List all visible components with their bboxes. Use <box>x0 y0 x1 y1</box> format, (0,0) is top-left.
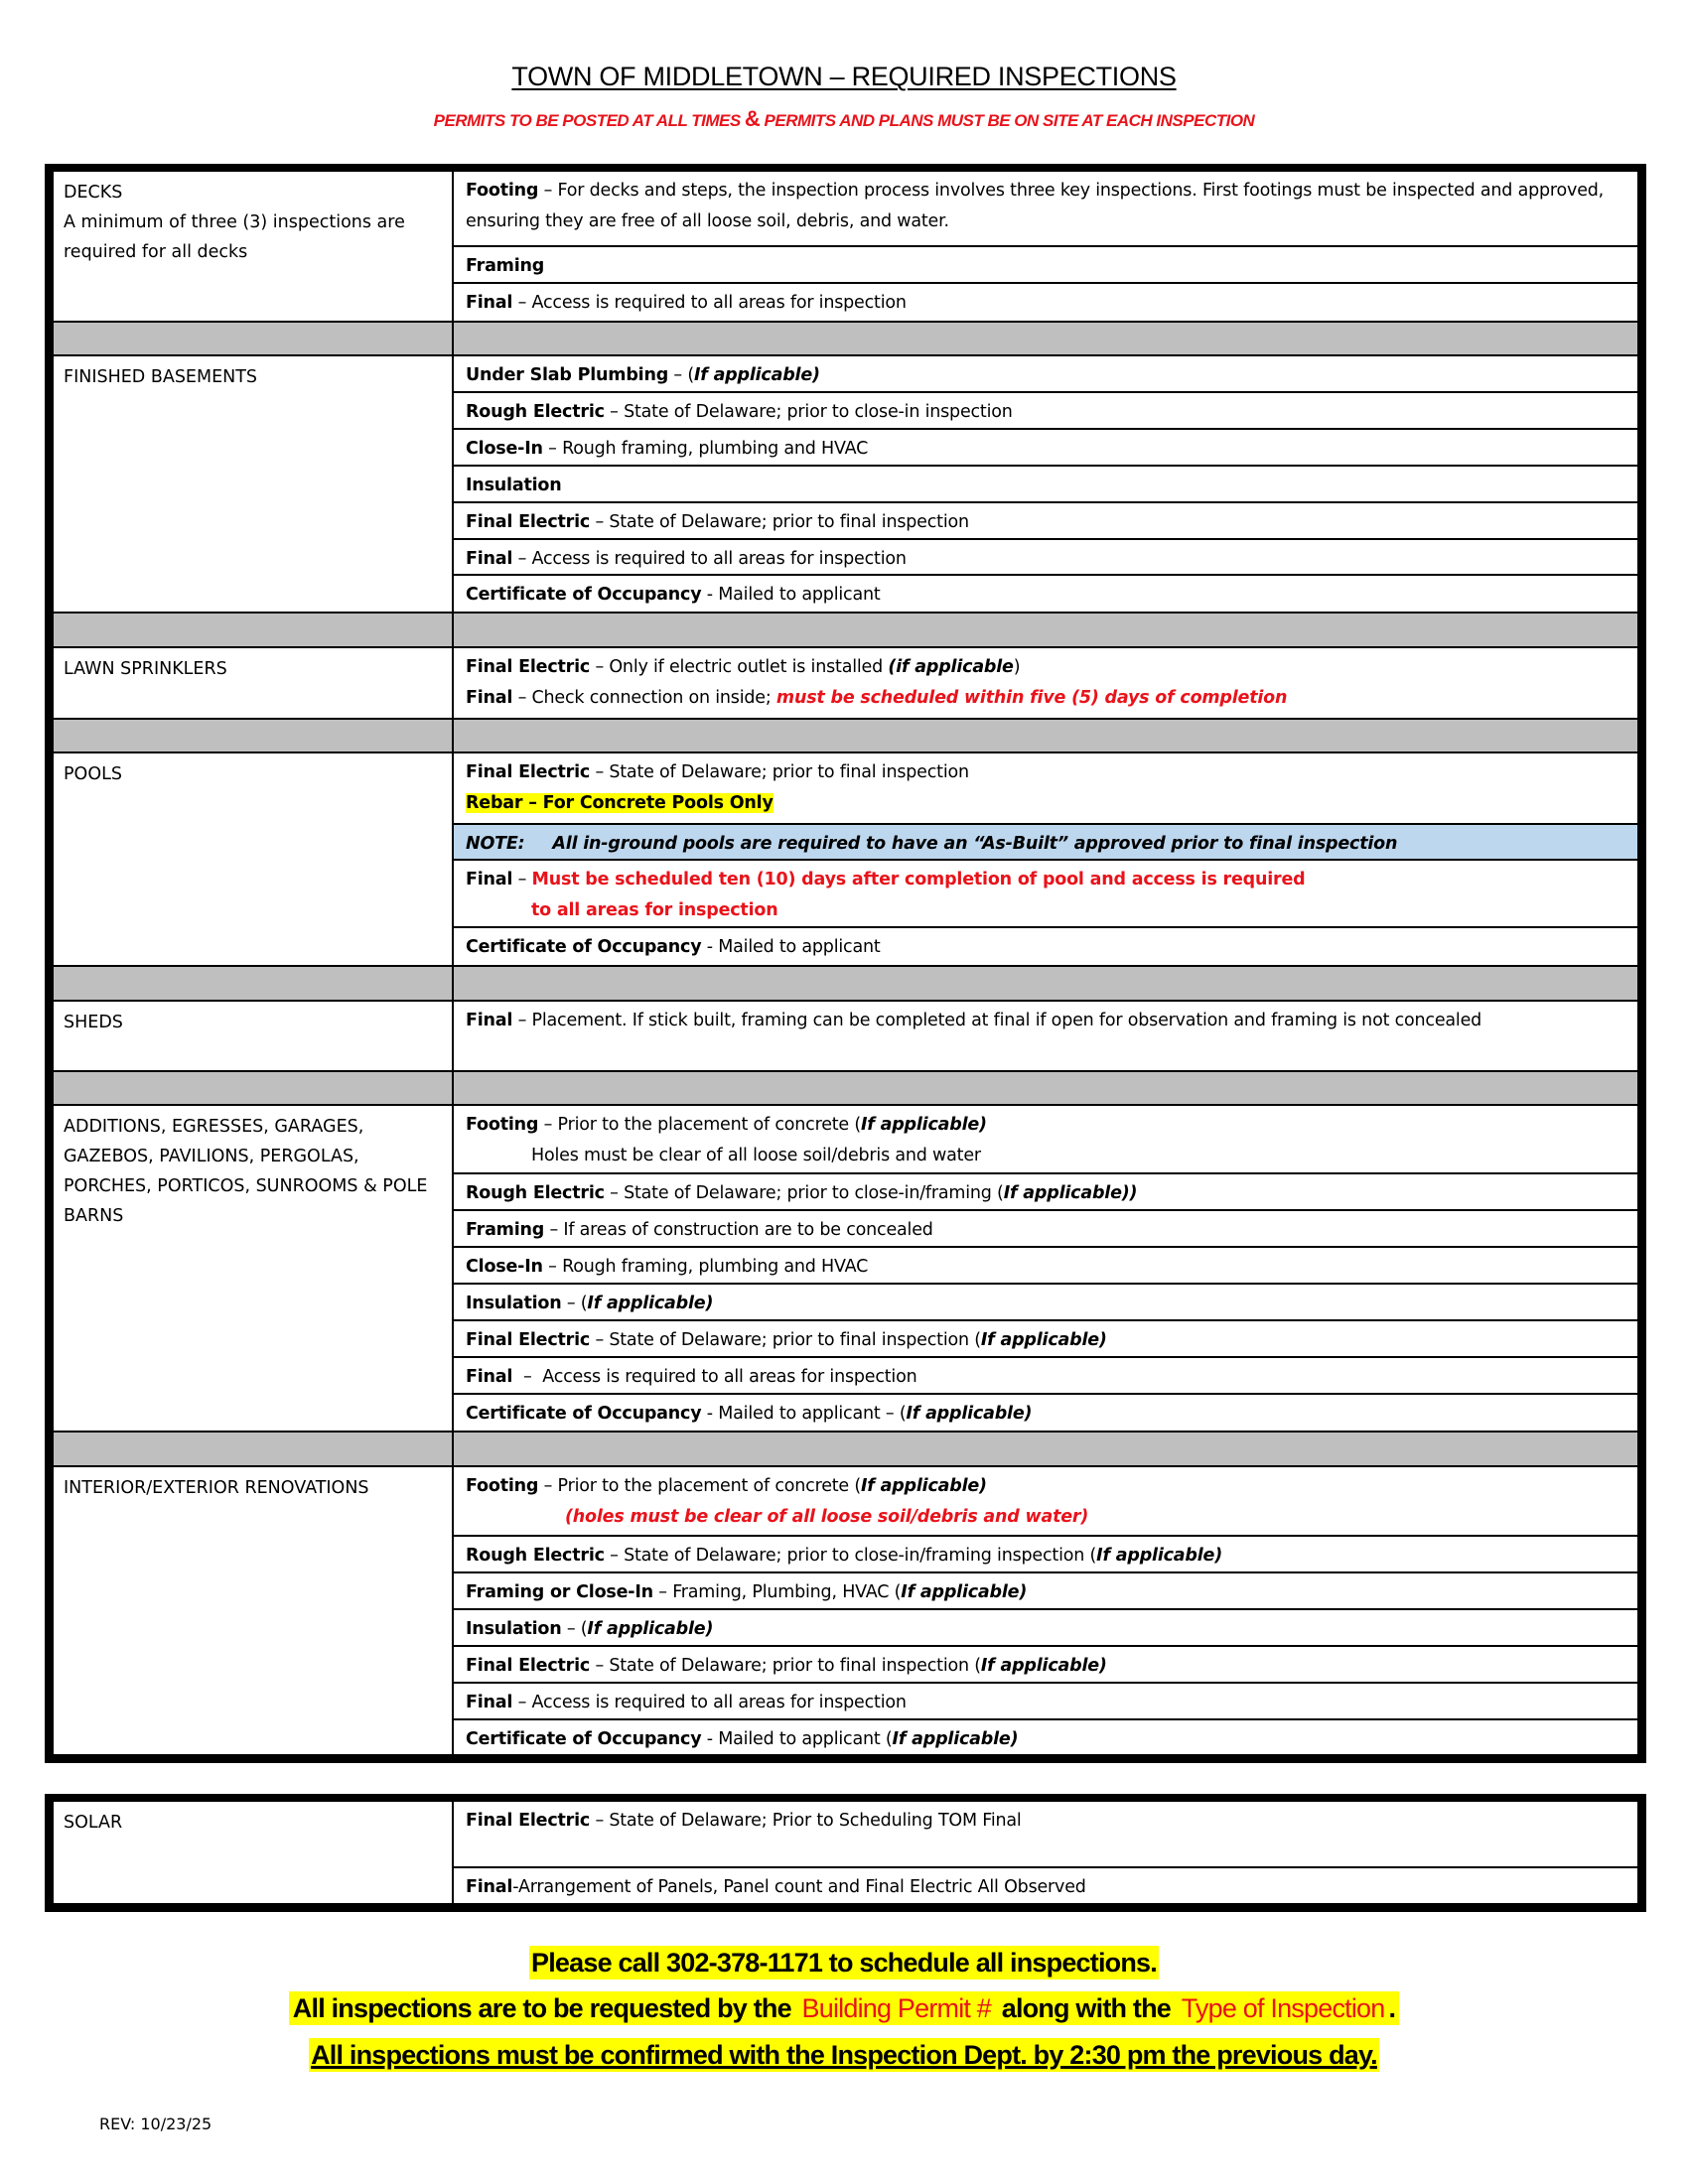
inspection-label: Final <box>466 1877 513 1897</box>
inspection-row <box>454 247 1637 284</box>
inspection-desc: – State of Delaware; prior to close-in/framing ( <box>604 1183 1004 1203</box>
inspection-desc: – Prior to the placement of concrete ( <box>538 1476 861 1496</box>
type-of-inspection-label: Type of Inspection <box>1181 1993 1385 2023</box>
inspection-label: Insulation <box>466 1294 562 1313</box>
inspection-note: If applicable) <box>860 1476 987 1496</box>
inspection-label: Footing <box>466 181 539 201</box>
section-heading: POOLS <box>64 764 122 784</box>
inspection-note: If applicable) <box>906 1404 1033 1424</box>
inspection-row <box>454 284 1637 321</box>
section-heading: SHEDS <box>64 1013 123 1032</box>
inspection-desc: – State of Delaware; prior to close-in/framing inspection ( <box>604 1546 1097 1566</box>
subtitle-amp: & <box>744 106 761 131</box>
section-label <box>54 1467 454 1757</box>
inspection-row <box>454 648 1637 718</box>
inspection-label: Final <box>466 549 513 569</box>
inspection-label: Footing <box>466 1115 539 1135</box>
inspection-row <box>454 1537 1637 1573</box>
section-decks <box>54 172 1637 321</box>
inspections-table <box>45 164 1646 1763</box>
inspection-desc: – <box>512 870 532 889</box>
inspection-row <box>454 1321 1637 1358</box>
section-additions <box>54 1106 1637 1431</box>
section-rows <box>454 1802 1637 1903</box>
inspection-warning: Must be scheduled ten (10) days after completion of pool and access is required <box>531 870 1306 889</box>
inspection-row <box>454 861 1637 928</box>
section-heading: INTERIOR/EXTERIOR RENOVATIONS <box>64 1478 369 1498</box>
inspection-note: If applicable) <box>892 1729 1019 1749</box>
inspection-label: Final Electric <box>466 762 591 782</box>
inspection-desc: – Access is required to all areas for inspection <box>512 1367 917 1387</box>
inspection-desc: – Access is required to all areas for inspection <box>512 293 907 313</box>
inspection-desc: – Access is required to all areas for inspection <box>512 1693 907 1712</box>
section-lawn-sprinklers <box>54 648 1637 718</box>
section-rows <box>454 1467 1637 1757</box>
inspection-desc: – If areas of construction are to be concealed <box>544 1220 933 1240</box>
section-label <box>54 1802 454 1903</box>
section-heading: SOLAR <box>64 1813 123 1833</box>
inspection-label: Certificate of Occupancy <box>466 937 702 957</box>
inspection-label: Final <box>466 870 513 889</box>
inspection-desc: – ( <box>561 1294 588 1313</box>
inspection-desc: – Prior to the placement of concrete ( <box>538 1115 861 1135</box>
inspection-warning: (holes must be clear of all loose soil/debris and water) <box>565 1507 1089 1527</box>
inspection-desc: – Rough framing, plumbing and HVAC <box>542 1257 869 1277</box>
page-subtitle <box>0 106 1688 132</box>
page-title-text: TOWN OF MIDDLETOWN – REQUIRED INSPECTIONS <box>511 62 1177 91</box>
inspection-desc: – Access is required to all areas for inspection <box>512 549 907 569</box>
section-separator <box>54 718 1637 753</box>
inspection-label: Framing or Close-In <box>466 1582 653 1602</box>
inspection-row <box>454 1684 1637 1720</box>
inspection-desc: – Placement. If stick built, framing can be completed at final if open for observation and framing is not concealed <box>512 1011 1482 1030</box>
inspection-note: If applicable) <box>587 1619 714 1639</box>
inspection-label: Final <box>466 1693 513 1712</box>
section-rows <box>454 356 1637 612</box>
inspection-desc: - Mailed to applicant – ( <box>701 1404 907 1424</box>
section-label <box>54 172 454 321</box>
section-separator <box>54 321 1637 356</box>
section-separator <box>54 612 1637 648</box>
pool-note-row <box>454 825 1637 861</box>
inspection-row <box>454 1868 1637 1903</box>
inspection-row <box>454 928 1637 965</box>
inspection-row <box>454 576 1637 612</box>
note-label: NOTE: <box>466 834 525 854</box>
inspection-row <box>454 1720 1637 1757</box>
inspection-label: Final Electric <box>466 512 591 532</box>
inspection-note: If applicable) <box>693 365 820 385</box>
confirm-instructions: All inspections must be confirmed with the Inspection Dept. by 2:30 pm the previous day. <box>311 2040 1377 2070</box>
request-text-a: All inspections are to be requested by the <box>292 1993 798 2023</box>
inspection-desc: - Mailed to applicant <box>701 585 881 605</box>
section-label <box>54 648 454 718</box>
page-title <box>0 62 1688 92</box>
inspection-row <box>454 1610 1637 1647</box>
inspection-row <box>454 1248 1637 1285</box>
inspection-desc: – Framing, Plumbing, HVAC ( <box>652 1582 902 1602</box>
section-subheading: A minimum of three (3) inspections are required for all decks <box>64 212 405 262</box>
inspection-desc-cont: Holes must be clear of all loose soil/debris and water <box>531 1146 981 1165</box>
section-renovations <box>54 1467 1637 1757</box>
inspection-note: If applicable) <box>587 1294 714 1313</box>
inspection-desc: – Rough framing, plumbing and HVAC <box>542 439 869 459</box>
inspection-row <box>454 1002 1637 1070</box>
inspection-row <box>454 356 1637 393</box>
inspection-row <box>454 1106 1637 1174</box>
inspection-note: (if applicable <box>888 657 1014 677</box>
inspection-label: Close-In <box>466 439 543 459</box>
footer-call-line <box>0 1948 1688 1979</box>
inspection-row <box>454 1174 1637 1211</box>
inspection-warning-cont: to all areas for inspection <box>531 900 778 920</box>
inspection-row <box>454 1467 1637 1537</box>
section-heading: ADDITIONS, EGRESSES, GARAGES, GAZEBOS, PAVILIONS, PERGOLAS, PORCHES, PORTICOS, SUNROOMS & POLE BARNS <box>64 1117 428 1226</box>
section-sheds <box>54 1002 1637 1070</box>
inspection-note: If applicable) <box>980 1330 1107 1350</box>
revision-date: REV: 10/23/25 <box>99 2115 212 2133</box>
request-text-b: along with the <box>995 1993 1178 2023</box>
inspection-label: Rough Electric <box>466 402 605 422</box>
inspection-desc: - Mailed to applicant <box>701 937 881 957</box>
inspection-label: Final Electric <box>466 1656 591 1676</box>
footer-request-line <box>0 1993 1688 2024</box>
inspection-desc: – State of Delaware; prior to close-in inspection <box>604 402 1013 422</box>
inspection-row <box>454 1285 1637 1321</box>
subtitle-part1: PERMITS TO BE POSTED AT ALL TIMES <box>433 111 745 130</box>
inspection-row <box>454 172 1637 247</box>
inspection-label: Certificate of Occupancy <box>466 1729 702 1749</box>
inspection-desc: -Arrangement of Panels, Panel count and Final Electric All Observed <box>512 1877 1086 1897</box>
inspection-label: Final <box>466 688 513 708</box>
inspection-note: If applicable) <box>860 1115 987 1135</box>
inspection-desc-end: ) <box>1013 657 1021 677</box>
inspection-row <box>454 503 1637 540</box>
inspection-desc: – Only if electric outlet is installed <box>590 657 889 677</box>
section-label <box>54 753 454 965</box>
inspection-desc: – ( <box>668 365 694 385</box>
inspection-label: Framing <box>466 1220 545 1240</box>
highlighted-inspection: Rebar – For Concrete Pools Only <box>466 793 774 813</box>
inspection-note: If applicable)) <box>1003 1183 1138 1203</box>
inspection-desc: - Mailed to applicant ( <box>701 1729 893 1749</box>
section-heading: LAWN SPRINKLERS <box>64 659 227 679</box>
inspection-desc: – State of Delaware; prior to final inspection <box>590 762 969 782</box>
inspection-label: Final Electric <box>466 657 591 677</box>
inspection-row <box>454 540 1637 576</box>
inspection-label: Final <box>466 1011 513 1030</box>
inspection-label: Close-In <box>466 1257 543 1277</box>
request-text-c: . <box>1388 1993 1396 2023</box>
inspection-note: If applicable) <box>1096 1546 1222 1566</box>
section-solar <box>54 1802 1637 1903</box>
inspection-note: If applicable) <box>901 1582 1028 1602</box>
phone-instructions: Please call 302-378-1171 to schedule all inspections. <box>531 1948 1157 1978</box>
section-label <box>54 356 454 612</box>
section-separator <box>54 1070 1637 1106</box>
inspection-row <box>454 1647 1637 1684</box>
inspection-label: Certificate of Occupancy <box>466 585 702 605</box>
inspection-row <box>454 1802 1637 1868</box>
section-pools <box>54 753 1637 965</box>
section-rows <box>454 172 1637 321</box>
footer-confirm-line <box>0 2040 1688 2071</box>
inspection-label: Final Electric <box>466 1330 591 1350</box>
inspection-label: Under Slab Plumbing <box>466 365 669 385</box>
inspection-label: Certificate of Occupancy <box>466 1404 702 1424</box>
inspection-label: Rough Electric <box>466 1546 605 1566</box>
section-rows <box>454 753 1637 965</box>
inspection-row <box>454 430 1637 467</box>
inspection-label: Final <box>466 293 513 313</box>
inspection-row <box>454 393 1637 430</box>
subtitle-part2: PERMITS AND PLANS MUST BE ON SITE AT EACH INSPECTION <box>760 111 1255 130</box>
inspection-note: If applicable) <box>980 1656 1107 1676</box>
section-heading: FINISHED BASEMENTS <box>64 367 258 387</box>
solar-table <box>45 1794 1646 1912</box>
section-label <box>54 1002 454 1070</box>
section-finished-basements <box>54 356 1637 612</box>
request-instructions <box>289 1991 1399 2025</box>
section-heading: DECKS <box>64 183 123 203</box>
inspection-row <box>454 753 1637 825</box>
inspection-row <box>454 1211 1637 1248</box>
building-permit-label: Building Permit # <box>801 1993 992 2023</box>
note-text: All in-ground pools are required to have an “As-Built” approved prior to final inspection <box>552 834 1398 854</box>
inspection-label: Footing <box>466 1476 539 1496</box>
section-rows <box>454 1002 1637 1070</box>
inspection-desc: – State of Delaware; Prior to Scheduling TOM Final <box>590 1811 1022 1831</box>
section-label <box>54 1106 454 1431</box>
inspection-desc: – State of Delaware; prior to final inspection ( <box>590 1330 981 1350</box>
inspection-label: Framing <box>466 256 545 276</box>
inspection-row <box>454 1395 1637 1431</box>
inspection-label: Insulation <box>466 476 562 495</box>
inspection-desc: – Check connection on inside; <box>512 688 776 708</box>
inspection-desc: – State of Delaware; prior to final inspection <box>590 512 969 532</box>
inspection-row <box>454 1573 1637 1610</box>
inspection-desc: – ( <box>561 1619 588 1639</box>
inspection-label: Final <box>466 1367 513 1387</box>
inspection-label: Rough Electric <box>466 1183 605 1203</box>
section-rows <box>454 648 1637 718</box>
inspection-warning: must be scheduled within five (5) days of completion <box>775 688 1288 708</box>
inspection-desc: – For decks and steps, the inspection process involves three key inspections. First footings must be inspected and approved, ensuring they are free of all loose soil, debris, and water. <box>466 181 1605 231</box>
inspection-row <box>454 467 1637 503</box>
inspection-row <box>454 1358 1637 1395</box>
section-separator <box>54 965 1637 1002</box>
section-rows <box>454 1106 1637 1431</box>
inspection-label: Insulation <box>466 1619 562 1639</box>
inspection-label: Final Electric <box>466 1811 591 1831</box>
section-separator <box>54 1431 1637 1467</box>
inspection-desc: – State of Delaware; prior to final inspection ( <box>590 1656 981 1676</box>
